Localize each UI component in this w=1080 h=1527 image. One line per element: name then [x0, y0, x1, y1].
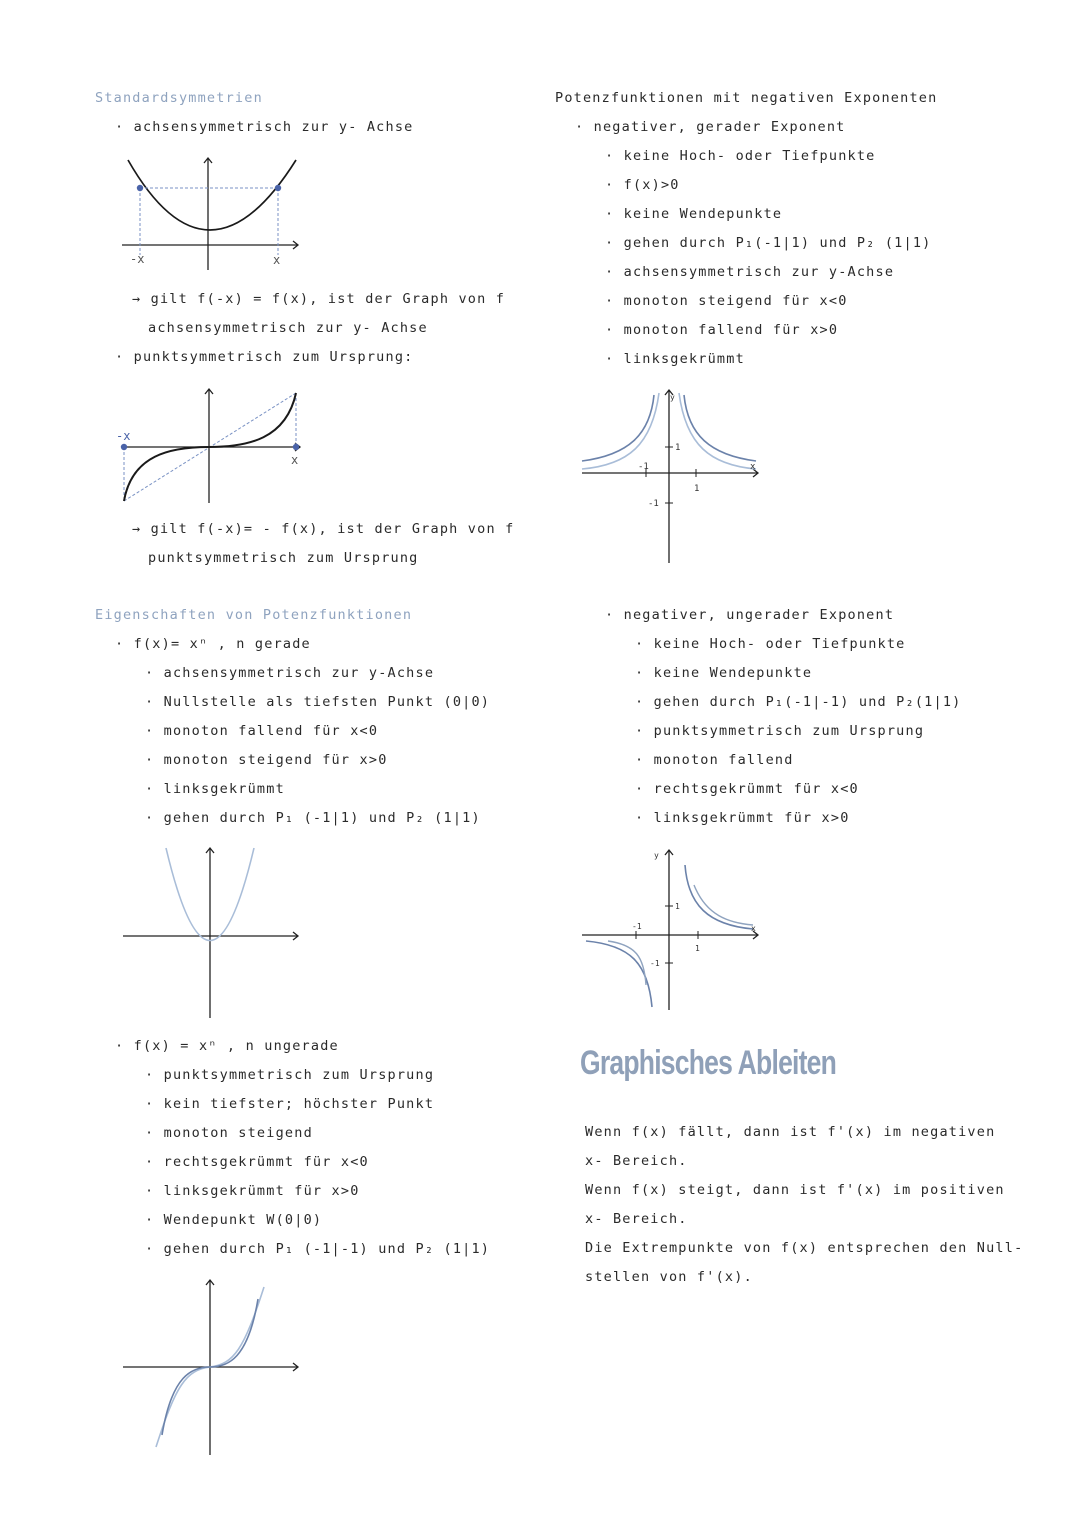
odd-item: · rechtsgekrümmt für x<0 — [145, 1154, 369, 1170]
negative-even-heading: · negativer, gerader Exponent — [575, 119, 846, 135]
even-power-graph — [118, 843, 308, 1023]
derivative-line: stellen von f'(x). — [585, 1269, 753, 1285]
label-neg-one-y: -1 — [648, 499, 659, 509]
label-neg-one-y: -1 — [650, 959, 660, 968]
derivative-line: Wenn f(x) fällt, dann ist f'(x) im negativen — [585, 1124, 996, 1140]
derivative-line: x- Bereich. — [585, 1211, 688, 1227]
neg-odd-item: · gehen durch P₁(-1|-1) und P₂(1|1) — [635, 694, 962, 710]
odd-item: · linksgekrümmt für x>0 — [145, 1183, 360, 1199]
light-left-branch — [582, 393, 659, 469]
neg-odd-item: · linksgekrümmt für x>0 — [635, 810, 850, 826]
negative-exponents-title: Potenzfunktionen mit negativen Exponenten — [555, 90, 938, 106]
even-item: · linksgekrümmt — [145, 781, 285, 797]
even-item: · gehen durch P₁ (-1|1) und P₂ (1|1) — [145, 810, 481, 826]
derivative-line: Wenn f(x) steigt, dann ist f'(x) im positiven — [585, 1182, 1005, 1198]
neg-even-item: · linksgekrümmt — [605, 351, 745, 367]
parabola-curve — [128, 160, 296, 230]
neg-even-item: · gehen durch P₁(-1|1) und P₂ (1|1) — [605, 235, 932, 251]
label-one-x: 1 — [695, 944, 700, 953]
negative-even-graph — [578, 385, 768, 565]
label-one-y: 1 — [675, 443, 681, 453]
light-right-branch — [679, 393, 756, 469]
neg-even-item: · f(x)>0 — [605, 177, 680, 193]
label-neg-x: -x — [116, 429, 131, 443]
negative-odd-graph — [578, 845, 768, 1015]
neg-odd-item: · punktsymmetrisch zum Ursprung — [635, 723, 925, 739]
negative-odd-heading: · negativer, ungerader Exponent — [605, 607, 895, 623]
odd-item: · Wendepunkt W(0|0) — [145, 1212, 323, 1228]
blue-right-branch — [685, 865, 753, 929]
point-left — [121, 444, 127, 450]
label-neg-x: -x — [130, 252, 145, 266]
light-left-branch — [608, 941, 646, 985]
label-x: x — [751, 924, 756, 933]
neg-even-item: · monoton fallend für x>0 — [605, 322, 839, 338]
point-right — [275, 185, 281, 191]
graphical-derivative-title: Graphisches Ableiten — [580, 1044, 837, 1082]
neg-even-item: · keine Hoch- oder Tiefpunkte — [605, 148, 876, 164]
rule-point-line2: punktsymmetrisch zum Ursprung — [148, 550, 419, 566]
odd-exponent-heading: · f(x) = xⁿ , n ungerade — [115, 1038, 339, 1054]
label-y: y — [670, 393, 675, 402]
label-one-y: 1 — [675, 902, 680, 911]
derivative-line: Die Extrempunkte von f(x) entsprechen den Null- — [585, 1240, 1024, 1256]
point-symmetry-graph — [110, 383, 310, 508]
neg-odd-item: · keine Hoch- oder Tiefpunkte — [635, 636, 906, 652]
standard-symmetries-title: Standardsymmetrien — [95, 90, 263, 106]
neg-odd-item: · monoton fallend — [635, 752, 794, 768]
neg-odd-item: · rechtsgekrümmt für x<0 — [635, 781, 859, 797]
even-item: · monoton steigend für x>0 — [145, 752, 388, 768]
rule-axis-line1: → gilt f(-x) = f(x), ist der Graph von f — [132, 291, 506, 307]
blue-right-branch — [684, 395, 756, 461]
odd-power-graph — [118, 1275, 308, 1460]
odd-item: · monoton steigend — [145, 1125, 313, 1141]
rule-axis-line2: achsensymmetrisch zur y- Achse — [148, 320, 428, 336]
properties-title: Eigenschaften von Potenzfunktionen — [95, 607, 413, 623]
axis-symmetric-heading: · achsensymmetrisch zur y- Achse — [115, 119, 414, 135]
label-x: x — [750, 462, 756, 472]
blue-left-branch — [586, 941, 652, 1007]
point-symmetric-heading: · punktsymmetrisch zum Ursprung: — [115, 349, 414, 365]
neg-even-item: · monoton steigend für x<0 — [605, 293, 848, 309]
derivative-line: x- Bereich. — [585, 1153, 688, 1169]
neg-even-item: · keine Wendepunkte — [605, 206, 783, 222]
rule-point-line1: → gilt f(-x)= - f(x), ist der Graph von f — [132, 521, 515, 537]
label-neg-one-x: -1 — [638, 462, 649, 472]
neg-even-item: · achsensymmetrisch zur y-Achse — [605, 264, 895, 280]
even-item: · achsensymmetrisch zur y-Achse — [145, 665, 435, 681]
axis-symmetry-graph — [110, 150, 310, 275]
point-left — [137, 185, 143, 191]
neg-odd-item: · keine Wendepunkte — [635, 665, 813, 681]
even-item: · monoton fallend für x<0 — [145, 723, 379, 739]
odd-item: · kein tiefster; höchster Punkt — [145, 1096, 435, 1112]
odd-item: · gehen durch P₁ (-1|-1) und P₂ (1|1) — [145, 1241, 491, 1257]
light-right-branch — [694, 885, 753, 925]
odd-item: · punktsymmetrisch zum Ursprung — [145, 1067, 435, 1083]
label-neg-one-x: -1 — [632, 922, 642, 931]
even-item: · Nullstelle als tiefsten Punkt (0|0) — [145, 694, 491, 710]
label-y: y — [654, 851, 659, 860]
blue-left-branch — [582, 395, 654, 461]
label-one-x: 1 — [694, 484, 700, 494]
even-exponent-heading: · f(x)= xⁿ , n gerade — [115, 636, 311, 652]
label-x: x — [273, 253, 281, 267]
point-right — [293, 444, 299, 450]
label-x: x — [291, 453, 299, 467]
